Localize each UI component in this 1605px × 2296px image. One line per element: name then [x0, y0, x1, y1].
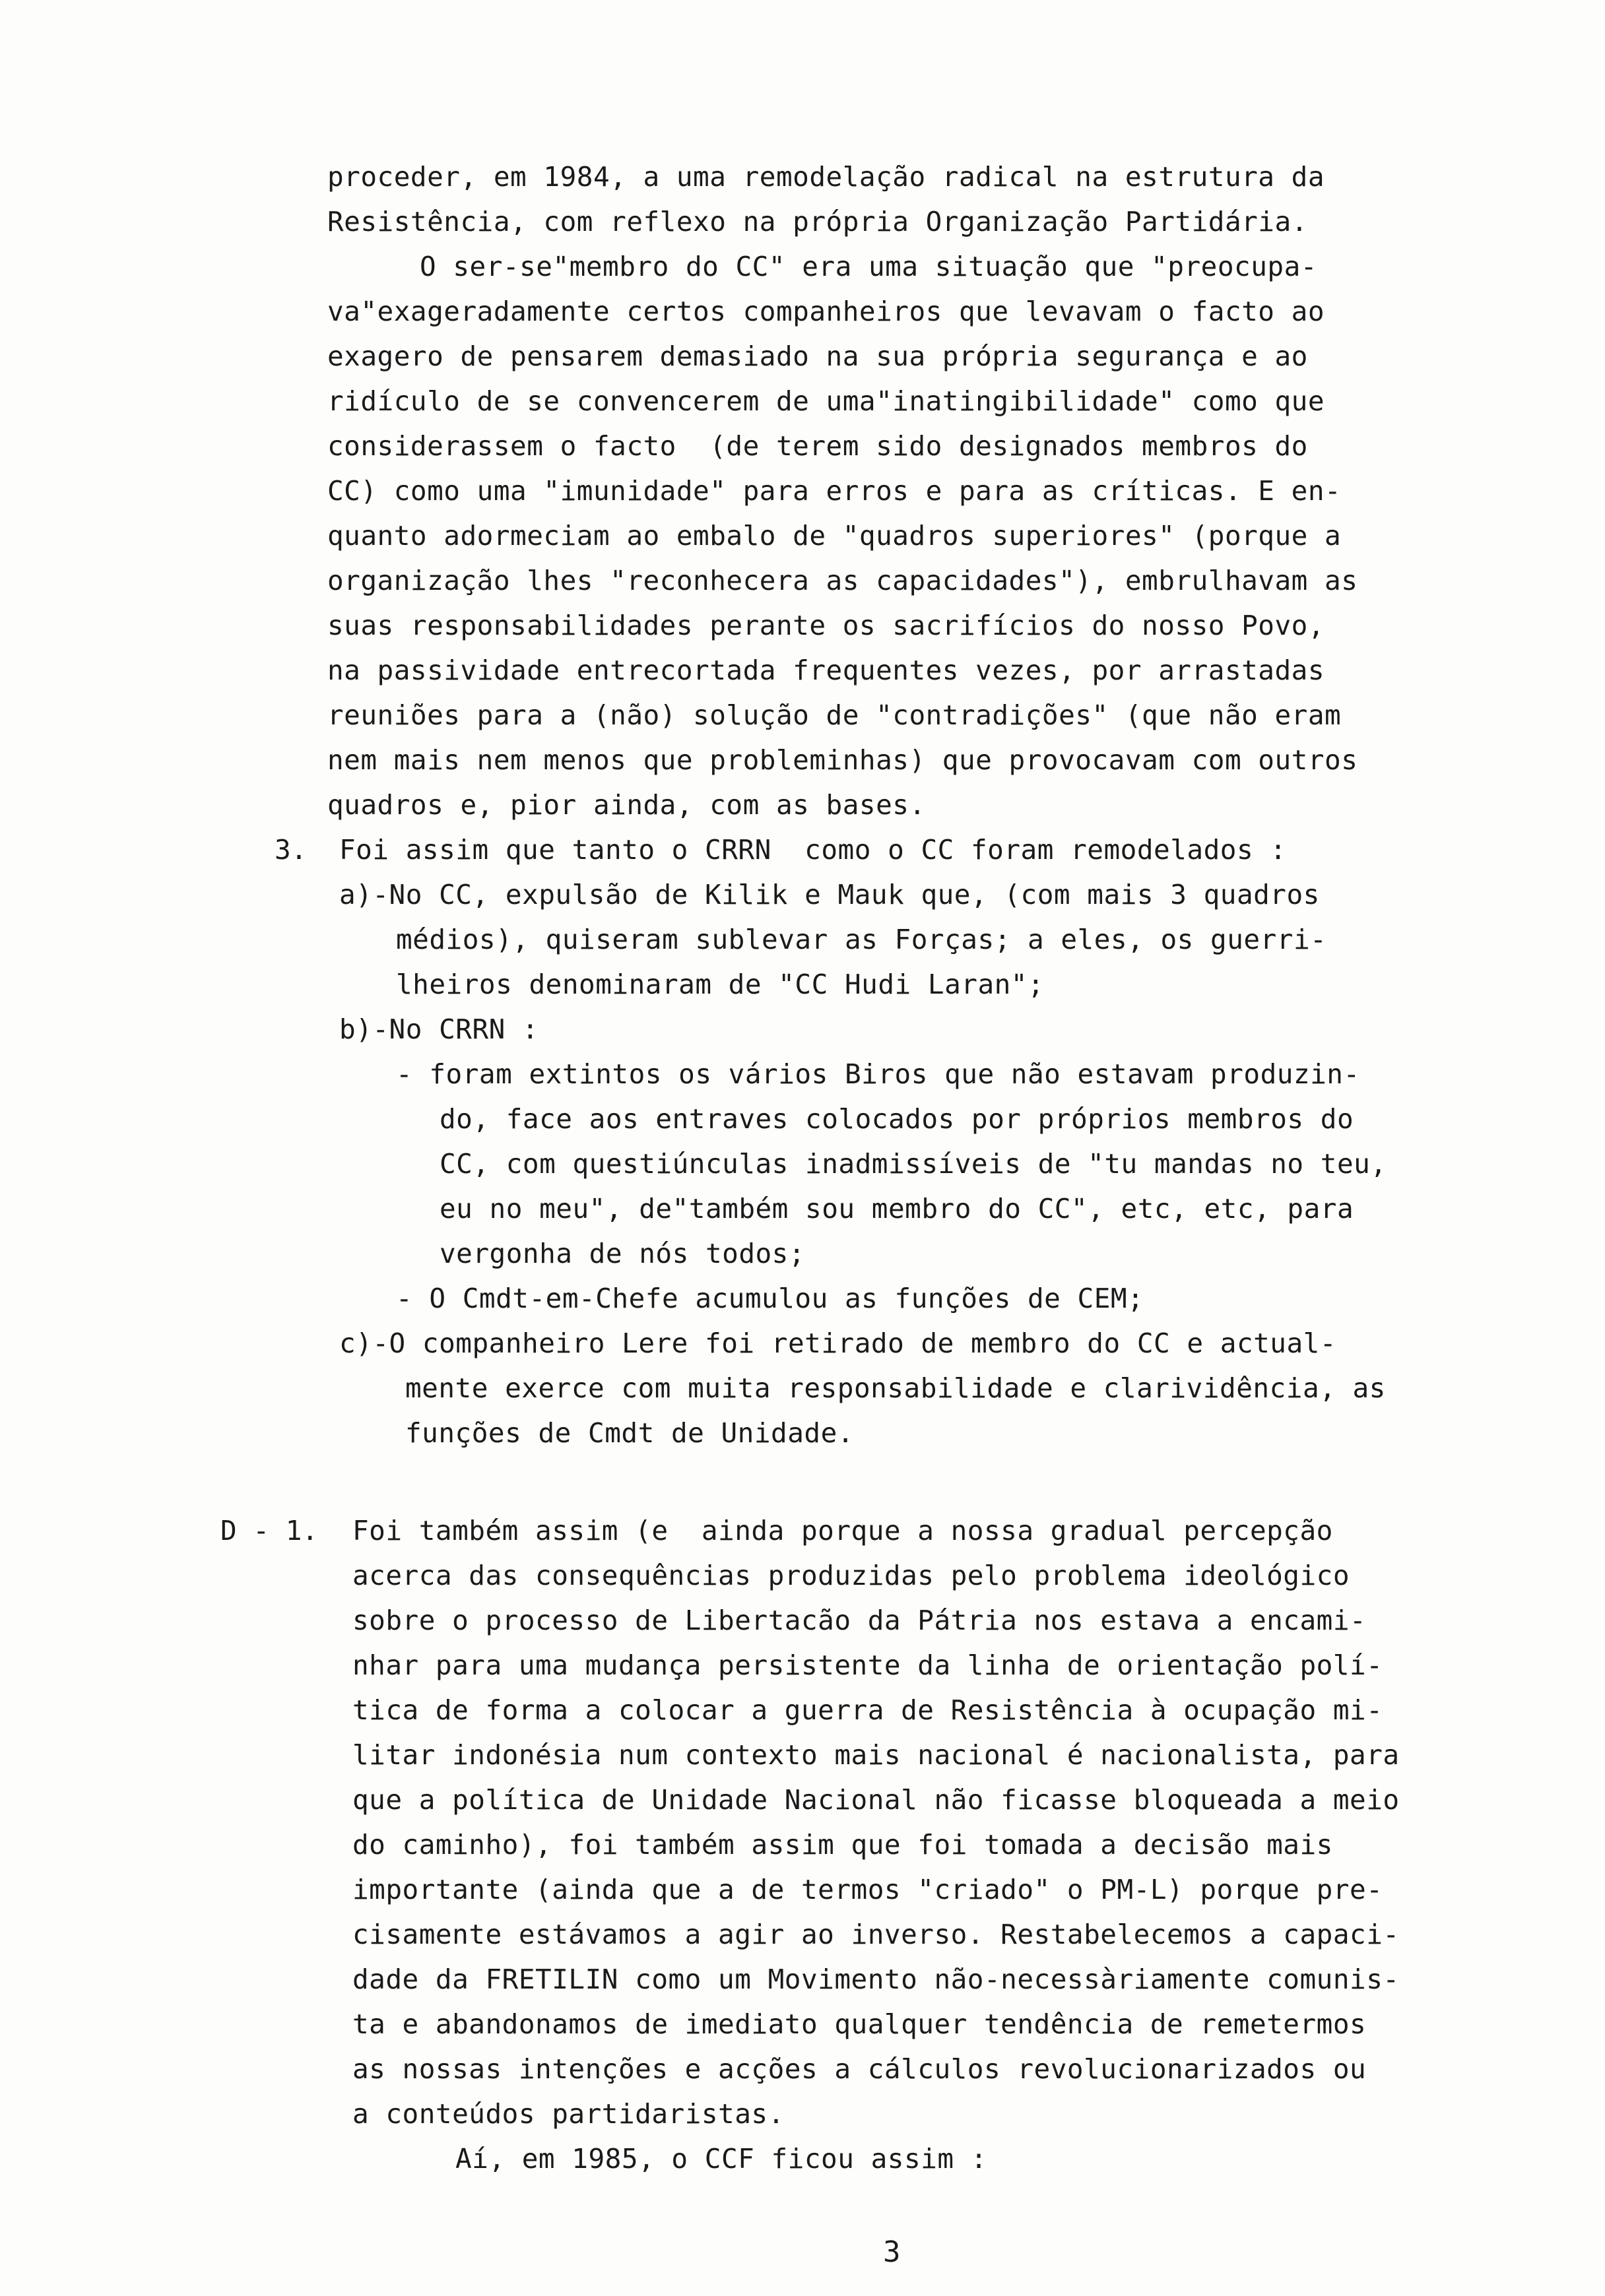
- section-line: que a política de Unidade Nacional não ficasse bloqueada a meio: [352, 1784, 1400, 1816]
- section-line: sobre o processo de Libertacão da Pátria nos estava a encami-: [352, 1605, 1367, 1636]
- paragraph-line: quanto adormeciam ao embalo de "quadros superiores" (porque a: [327, 520, 1342, 552]
- paragraph-line: CC) como uma "imunidade" para erros e para as críticas. E en-: [327, 475, 1342, 507]
- subitem-line: lheiros denominaram de "CC Hudi Laran";: [396, 969, 1045, 1000]
- paragraph-line: quadros e, pior ainda, com as bases.: [327, 789, 926, 821]
- paragraph-line: reuniões para a (não) solução de "contradições" (que não eram: [327, 699, 1342, 731]
- dash-item-line: CC, com questiúnculas inadmissíveis de "tu mandas no teu,: [440, 1148, 1387, 1180]
- subitem-line: c)-O companheiro Lere foi retirado de membro do CC e actual-: [339, 1327, 1337, 1359]
- subitem-line: médios), quiseram sublevar as Forças; a eles, os guerri-: [396, 924, 1327, 955]
- paragraph-line: va"exageradamente certos companheiros que levavam o facto ao: [327, 296, 1325, 327]
- paragraph-line: organização lhes "reconhecera as capacidades"), embrulhavam as: [327, 565, 1358, 596]
- dash-item-line: - O Cmdt-em-Chefe acumulou as funções de CEM;: [396, 1283, 1144, 1314]
- paragraph-line: considerassem o facto (de terem sido designados membros do: [327, 430, 1308, 462]
- section-line: Aí, em 1985, o CCF ficou assim :: [455, 2143, 987, 2175]
- paragraph-line: O ser-se"membro do CC" era uma situação que "preocupa-: [420, 251, 1317, 282]
- paragraph-line: nem mais nem menos que probleminhas) que provocavam com outros: [327, 744, 1358, 776]
- paragraph-line: proceder, em 1984, a uma remodelação radical na estrutura da: [327, 161, 1325, 193]
- subitem-line: b)-No CRRN :: [339, 1013, 539, 1045]
- dash-item-line: do, face aos entraves colocados por próprios membros do: [440, 1103, 1354, 1135]
- section-line: tica de forma a colocar a guerra de Resistência à ocupação mi-: [352, 1694, 1383, 1726]
- subitem-line: mente exerce com muita responsabilidade e clarividência, as: [405, 1372, 1386, 1404]
- section-line: Foi também assim (e ainda porque a nossa gradual percepção: [352, 1515, 1333, 1547]
- paragraph-line: ridículo de se convencerem de uma"inatingibilidade" como que: [327, 385, 1325, 417]
- subitem-line: funções de Cmdt de Unidade.: [405, 1417, 854, 1449]
- section-line: nhar para uma mudança persistente da linha de orientação polí-: [352, 1649, 1383, 1681]
- section-marker: D - 1.: [220, 1515, 319, 1547]
- paragraph-line: suas responsabilidades perante os sacrifícios do nosso Povo,: [327, 610, 1325, 641]
- subitem-line: a)-No CC, expulsão de Kilik e Mauk que, (com mais 3 quadros: [339, 879, 1320, 910]
- paragraph-line: Resistência, com reflexo na própria Organização Partidária.: [327, 206, 1308, 238]
- section-line: a conteúdos partidaristas.: [352, 2098, 785, 2130]
- paragraph-line: na passividade entrecortada frequentes vezes, por arrastadas: [327, 654, 1325, 686]
- section-line: ta e abandonamos de imediato qualquer tendência de remetermos: [352, 2008, 1367, 2040]
- section-line: acerca das consequências produzidas pelo problema ideológico: [352, 1560, 1350, 1591]
- section-line: dade da FRETILIN como um Movimento não-necessàriamente comunis-: [352, 1963, 1400, 1995]
- dash-item-line: - foram extintos os vários Biros que não estavam produzin-: [396, 1058, 1360, 1090]
- section-line: do caminho), foi também assim que foi tomada a decisão mais: [352, 1829, 1333, 1861]
- section-line: as nossas intenções e acções a cálculos revolucionarizados ou: [352, 2053, 1367, 2085]
- dash-item-line: vergonha de nós todos;: [440, 1238, 806, 1269]
- section-line: importante (ainda que a de termos "criado" o PM-L) porque pre-: [352, 1874, 1383, 1905]
- section-line: litar indonésia num contexto mais nacional é nacionalista, para: [352, 1739, 1400, 1771]
- item-number: 3.: [275, 834, 308, 866]
- section-line: cisamente estávamos a agir ao inverso. Restabelecemos a capaci-: [352, 1919, 1400, 1950]
- paragraph-line: exagero de pensarem demasiado na sua própria segurança e ao: [327, 340, 1308, 372]
- page-number: 3: [883, 2235, 901, 2269]
- dash-item-line: eu no meu", de"também sou membro do CC", etc, etc, para: [440, 1193, 1354, 1225]
- item-line: Foi assim que tanto o CRRN como o CC foram remodelados :: [339, 834, 1287, 866]
